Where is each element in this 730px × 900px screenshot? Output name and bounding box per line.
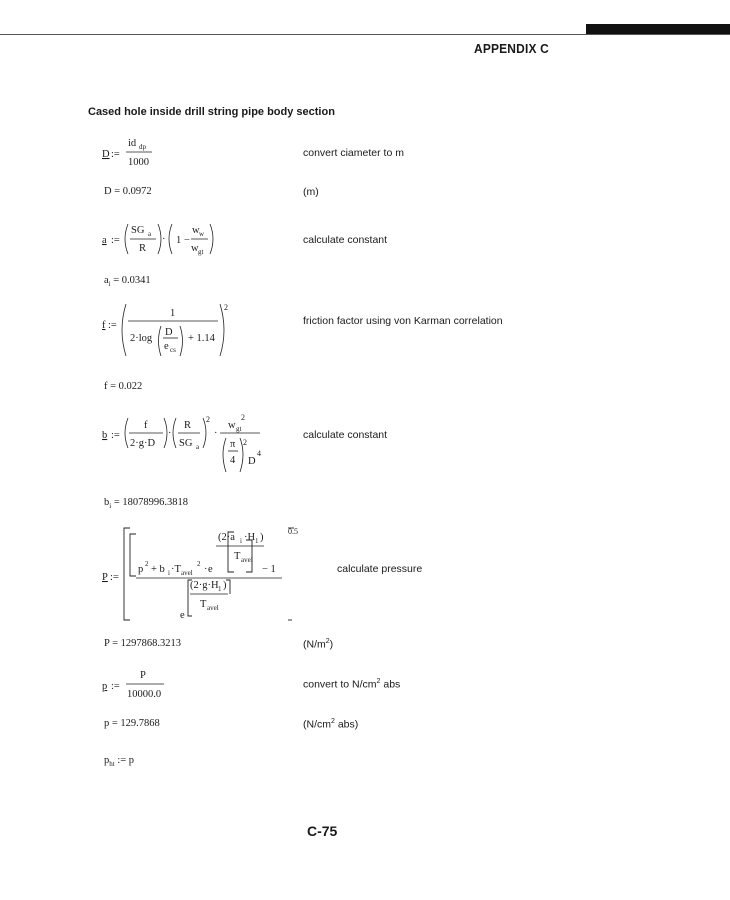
eq-assign: := — [111, 430, 120, 441]
eq-wgt: w — [228, 420, 236, 431]
eq-assign: := — [111, 681, 120, 692]
eq-R: R — [184, 420, 192, 431]
unit-sup: 2 — [325, 638, 330, 645]
paren-right — [158, 224, 161, 254]
paren-left — [125, 418, 128, 448]
result-p: p = 129.7868 — [104, 718, 160, 729]
eq-den-2gH: (2·g·H — [190, 580, 219, 591]
eq-2aH-sub: i — [240, 537, 242, 545]
step-note-convert-ncm2 — [303, 678, 400, 691]
step-note-unit-N-m2 — [303, 638, 333, 651]
paren-left — [125, 224, 128, 254]
eq-e: e — [208, 564, 213, 575]
eq-denominator: 1000 — [128, 157, 149, 168]
eq-dot: · — [214, 428, 218, 439]
result-b-symbol: b — [104, 497, 110, 508]
result-f: f = 0.022 — [104, 381, 143, 392]
paren-left — [159, 326, 162, 356]
eq-numerator: id — [128, 138, 137, 149]
step-note-unit-ncm2-abs — [303, 718, 358, 731]
eq-e: e — [164, 341, 169, 352]
eq-den-T: T — [200, 599, 207, 610]
result-a-sub: i — [108, 280, 111, 289]
unit-text: (N/cm — [303, 718, 331, 731]
eq-f: f — [144, 420, 148, 431]
eq-D: D — [165, 327, 173, 338]
note-text: convert to N/cm — [303, 678, 377, 691]
paren-left — [223, 438, 226, 472]
eq-assign: := — [108, 320, 117, 331]
step-note-calc-constant-a: calculate constant — [303, 234, 388, 246]
result-b-sub: i — [109, 502, 112, 511]
paren-left — [169, 224, 172, 254]
eq-T-sub: avel — [241, 556, 253, 564]
equation-pressure — [100, 524, 310, 626]
eq-assign: := — [111, 235, 120, 246]
eq-den-H-sub: 1 — [218, 585, 222, 593]
eq-D: D — [248, 456, 256, 467]
eq-e-sub: cs — [170, 346, 176, 354]
paren-left — [122, 304, 126, 356]
eq-assign: := — [111, 149, 120, 160]
section-title: Cased hole inside drill string pipe body section — [88, 106, 335, 118]
unit-sup: 2 — [331, 718, 335, 725]
eq-T-sub2: avel — [181, 569, 193, 577]
result-a-value: = 0.0341 — [110, 275, 151, 286]
eq-dot: · — [204, 564, 208, 575]
bracket-inner-left — [130, 534, 136, 576]
note-sup: 2 — [376, 678, 381, 685]
eq-denominator: 10000.0 — [127, 689, 162, 700]
equation-a-constant — [100, 218, 220, 260]
eq-close: ) — [260, 532, 264, 543]
eq-w2: w — [191, 243, 199, 254]
eq-lhs: a — [102, 235, 107, 246]
eq-lhs: P — [102, 572, 108, 583]
eq-2log: 2·log — [130, 333, 153, 344]
eq-minus: − — [184, 235, 190, 246]
step-note-calc-pressure: calculate pressure — [337, 563, 423, 575]
eq-sg-sub: a — [148, 230, 152, 238]
appendix-title: APPENDIX C — [474, 41, 549, 56]
pht-value: := p — [114, 755, 135, 766]
eq-w1-sub: w — [199, 230, 205, 238]
eq-plus: + 1.14 — [188, 333, 215, 344]
eq-H-sub: 1 — [255, 537, 259, 545]
paren-right — [180, 326, 183, 356]
eq-T: T — [234, 551, 241, 562]
eq-lhs: b — [102, 430, 108, 441]
result-a-symbol: a — [104, 275, 109, 286]
eq-2gD: 2·g·D — [130, 438, 156, 449]
page-number: C-75 — [307, 823, 338, 839]
eq-w2-sub: gt — [198, 248, 204, 256]
unit-text: (N/m — [303, 638, 326, 651]
result-P: P = 1297868.3213 — [104, 638, 181, 649]
eq-exp3: 2 — [243, 438, 247, 447]
bracket-left — [124, 528, 130, 620]
paren-left — [173, 418, 176, 448]
eq-SG: SG — [179, 438, 193, 449]
eq-SG-sub: a — [196, 443, 200, 451]
eq-exp-half: 0.5 — [288, 527, 298, 536]
equation-p-convert — [100, 668, 180, 702]
eq-exp4: 4 — [257, 449, 261, 458]
eq-den-T-sub: avel — [207, 604, 219, 612]
header-rule — [0, 34, 730, 35]
eq-dot: · — [168, 428, 172, 439]
pht-sub: ht — [109, 760, 115, 769]
paren-right — [164, 418, 167, 448]
result-b — [104, 498, 188, 510]
eq-w1: w — [192, 225, 200, 236]
eq-one: 1 — [170, 308, 176, 319]
eq-lhs: D — [102, 149, 110, 160]
result-a — [104, 276, 151, 288]
eq-assign: := — [110, 572, 119, 583]
eq-T-sup: 2 — [197, 560, 201, 568]
step-note-convert: convert ciameter to m — [303, 147, 404, 159]
eq-lhs: f — [102, 320, 106, 331]
note-tail: abs — [380, 678, 401, 691]
eq-sg: SG — [131, 225, 145, 236]
eq-plus-b: + b — [151, 564, 165, 575]
eq-R: R — [139, 243, 147, 254]
bracket-den-right — [226, 580, 230, 594]
step-note-calc-constant-b: calculate constant — [303, 429, 388, 441]
eq-exponent: 2 — [224, 303, 228, 312]
equation-b-constant — [100, 414, 270, 476]
eq-den-close: ) — [223, 580, 227, 591]
pht-symbol: p — [104, 755, 110, 766]
eq-dotT: ·T — [171, 564, 181, 575]
result-b-value: = 18078996.3818 — [111, 497, 188, 508]
eq-numerator: P — [140, 670, 146, 681]
equation-friction-factor — [100, 298, 240, 360]
eq-p-sup: 2 — [145, 560, 149, 568]
eq-lhs: p — [102, 681, 108, 692]
eq-den-e: e — [180, 610, 185, 621]
eq-wgt-sub: gt — [236, 425, 242, 433]
eq-2aH-tail: ·H — [244, 532, 256, 543]
unit-tail: ) — [329, 638, 334, 651]
eq-pi: π — [230, 439, 236, 450]
eq-exp2: 2 — [241, 414, 245, 422]
result-D: D = 0.0972 — [104, 186, 152, 197]
eq-exp1: 2 — [206, 415, 210, 424]
step-note-von-karman: friction factor using von Karman correlation — [303, 315, 503, 327]
eq-minus1: − 1 — [262, 564, 276, 575]
paren-right — [210, 224, 213, 254]
eq-one: 1 — [176, 235, 182, 246]
unit-tail: abs) — [334, 718, 359, 731]
eq-p: p — [138, 564, 144, 575]
eq-dot: · — [162, 234, 166, 245]
eq-four: 4 — [230, 455, 236, 466]
eq-numerator-sub: dp — [139, 143, 146, 151]
eq-b-sub: i — [168, 569, 170, 577]
eq-2aH: (2·a — [218, 532, 235, 543]
assignment-pht — [104, 756, 134, 768]
equation-diameter — [100, 136, 170, 170]
step-note-unit-m: (m) — [303, 186, 319, 198]
